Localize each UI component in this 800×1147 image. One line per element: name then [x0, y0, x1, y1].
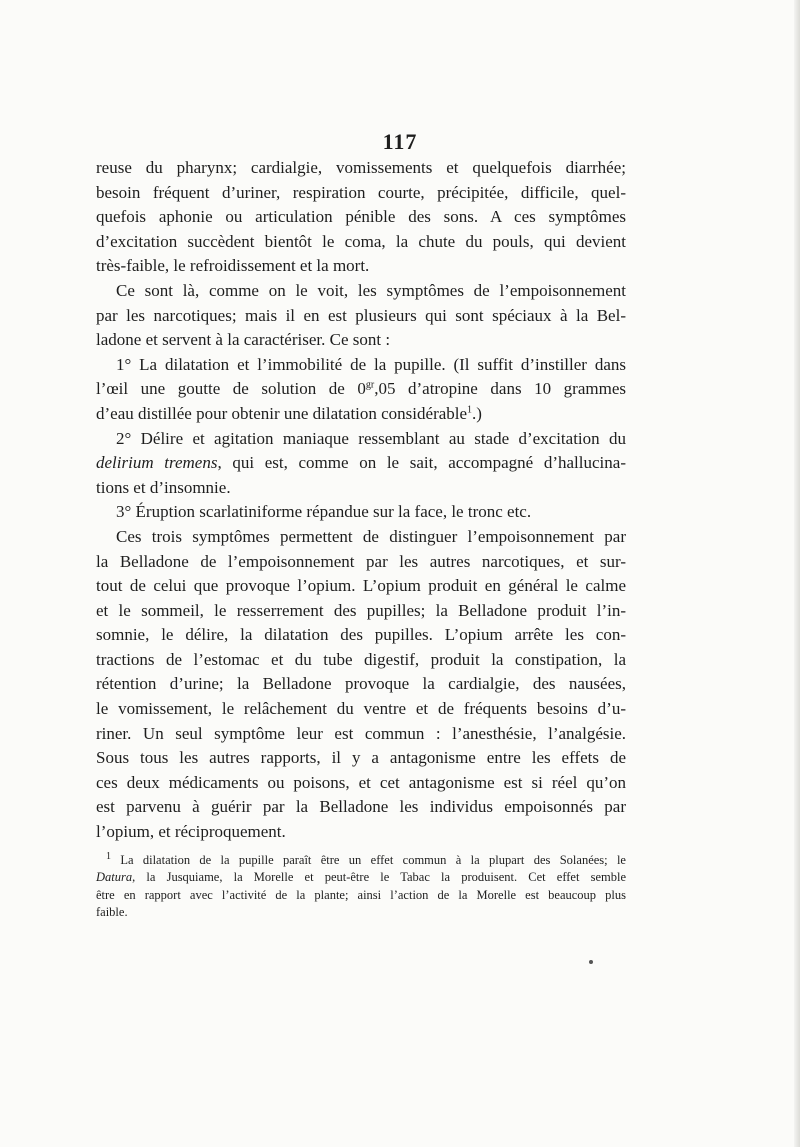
- body-line: riner. Un seul symptôme leur est commun : l’anesthésie, l’analgésie.: [96, 723, 626, 743]
- body-line: reuse du pharynx; cardialgie, vomissements et quelquefois diarrhée;: [96, 158, 626, 177]
- footnote: [96, 852, 626, 922]
- body-line: tout de celui que provoque l’opium. L’opium produit en général le calme: [96, 576, 626, 596]
- body-line: quefois aphonie ou articulation pénible des sons. A ces symptômes: [96, 207, 626, 227]
- footnote-line: [96, 852, 626, 869]
- body-line: Ce sont là, comme on le voit, les symptômes de l’empoisonnement: [116, 280, 626, 300]
- body-line: besoin fréquent d’uriner, respiration courte, précipitée, difficile, quel-: [96, 182, 626, 202]
- footnote-text: , la Jusquiame, la Morelle et peut-être le Tabac la produisent. Cet effet semble: [132, 870, 626, 885]
- body-line: tractions de l’estomac et du tube digestif, produit la constipation, la: [96, 649, 626, 669]
- body-line: et le sommeil, le resserrement des pupilles; la Belladone produit l’in-: [96, 600, 626, 620]
- body-line: rétention d’urine; la Belladone provoque la cardialgie, des nausées,: [96, 674, 626, 694]
- footnote-text: La dilatation de la pupille paraît être un effet commun à la plupart des Solanées; le: [111, 853, 626, 867]
- body-line: par les narcotiques; mais il en est plusieurs qui sont spéciaux à la Bel-: [96, 305, 626, 325]
- dose-unit: gr: [365, 379, 375, 391]
- page-number: 117: [382, 129, 418, 154]
- footnote-italic-term: Datura: [96, 870, 133, 885]
- body-line: somnie, le délire, la dilatation des pupilles. L’opium arrête les con-: [96, 625, 626, 645]
- body-line: la Belladone de l’empoisonnement par les autres narcotiques, et sur-: [96, 551, 626, 571]
- footnote-line: [96, 869, 626, 886]
- body-line: est parvenu à guérir par la Belladone les individus empoisonnés par: [96, 797, 626, 817]
- body-line: ces deux médicaments ou poisons, et cet antagonisme est si réel qu’on: [96, 772, 626, 792]
- ink-dot: [589, 960, 593, 964]
- footnote-marker: 1: [106, 850, 111, 862]
- footnote-line: être en rapport avec l’activité de la plante; ainsi l’action de la Morelle est beaucoup plus: [96, 887, 626, 902]
- body-line: Sous tous les autres rapports, il y a antagonisme entre les effets de: [96, 748, 626, 768]
- dose-rest: d’atropine dans 10 grammes: [395, 379, 626, 399]
- body-line: d’excitation succèdent bientôt le coma, la chute du pouls, qui devient: [96, 231, 626, 251]
- body-line: 2° Délire et agitation maniaque ressemblant au stade d’excitation du: [116, 428, 626, 448]
- body-line: tions et d’insomnie.: [96, 477, 231, 497]
- dose-value: ,05: [374, 379, 396, 399]
- body-line: ladone et servent à la caractériser. Ce sont :: [96, 330, 391, 350]
- italic-term: delirium tremens: [96, 453, 218, 473]
- body-line-italic: [96, 451, 626, 476]
- body-line: le vomissement, le relâchement du ventre et de fréquents besoins d’u-: [96, 699, 626, 719]
- body-line: 1° La dilatation et l’immobilité de la pupille. (Il suffit d’instiller dans: [116, 354, 626, 374]
- body-line: 3° Éruption scarlatiniforme répandue sur la face, le tronc etc.: [116, 502, 532, 522]
- body-line: l’opium, et réciproquement.: [96, 822, 286, 842]
- body-text: [96, 156, 626, 845]
- body-line-text: , qui est, comme on le sait, accompagné d’hallucina-: [217, 453, 626, 473]
- footnote-reference: 1: [467, 404, 473, 416]
- body-line-dose: [96, 377, 626, 402]
- body-line: très-faible, le refroidissement et la mort.: [96, 256, 370, 276]
- footnote-ref-close: .): [472, 403, 482, 423]
- page-edge-shadow: [794, 0, 800, 1147]
- body-line: Ces trois symptômes permettent de distinguer l’empoisonnement par: [116, 526, 626, 546]
- footnote-line: faible.: [96, 905, 128, 920]
- dose-prefix: l’œil une goutte de solution de 0: [96, 379, 366, 399]
- body-line-footnote-ref: [96, 402, 626, 427]
- body-line-text: d’eau distillée pour obtenir une dilatation considérable: [96, 403, 468, 423]
